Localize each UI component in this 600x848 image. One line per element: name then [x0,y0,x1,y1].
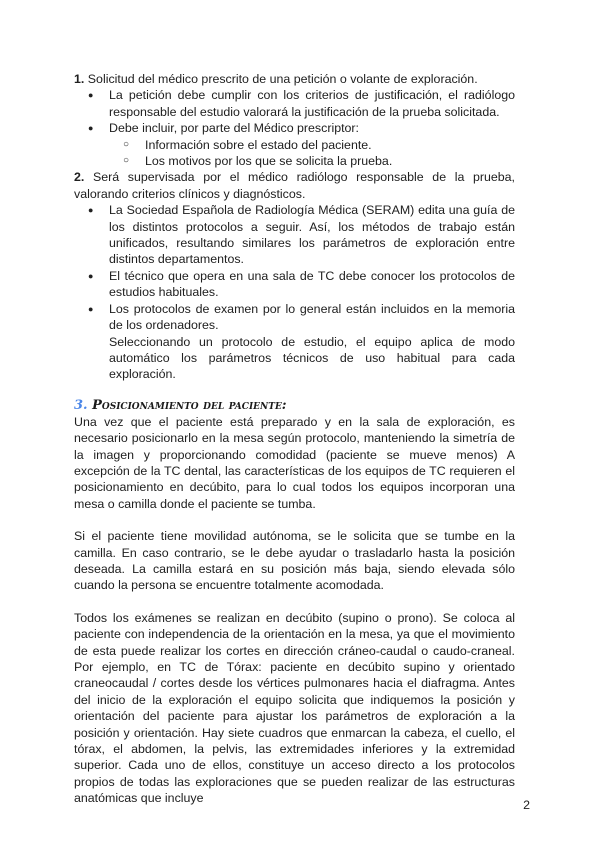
item-1-number: 1. [74,72,85,86]
list-item: ● La petición debe cumplir con los criterios de justificación, el radiólogo responsable del estudio valorará la justificación de la prueba solicitada. [109,87,515,120]
list-item: ● El técnico que opera en una sala de TC debe conocer los protocolos de estudios habituales. [109,268,515,301]
item-1 [74,71,515,87]
item-1-bullets [74,87,515,169]
paragraph-gap [74,594,515,610]
section-3-number: 3. [74,397,88,413]
paragraph: Todos los exámenes se realizan en decúbito (supino o prono). Se coloca al paciente con independencia de la orientación en la mesa, ya que el movimiento de esta puede realizar los cortes en dirección cráneo-caudal o caudo-craneal. Por ejemplo, en TC de Tórax: paciente en decúbito supino y orientado craneocaudal / cortes desde los vértices pulmonares hacia el diafragma. Antes del inicio de la exploración el equipo solicita que indiquemos la posición y orientación del paciente para ajustar los parámetros de exploración a la posición y orientación. Hay siete cuadros que enmarcan la cabeza, el cuello, el tórax, el abdomen, la pelvis, las extremidades inferiores y la extremidad superior. Cada uno de ellos, constituye un acceso directo a los protocolos propios de todas las exploraciones que se pueden realizar de las estructuras anatómicas que incluye [74,610,515,806]
section-3-title [74,397,515,414]
sub-list-item: ○ Información sobre el estado del paciente. [145,137,515,153]
document-page [74,71,515,807]
bullet-text: Debe incluir, por parte del Médico prescriptor: [109,121,359,136]
item-2-bullets [74,202,515,382]
item-1-text: Solicitud del médico prescrito de una petición o volante de exploración. [84,72,478,86]
item-1-sub-bullets [109,137,515,170]
item-2 [74,169,515,202]
section-3-title-text: Posicionamiento del paciente: [87,397,287,413]
paragraph: Si el paciente tiene movilidad autónoma, se le solicita que se tumbe en la camilla. En caso contrario, se le debe ayudar o trasladarlo hasta la posición deseada. La camilla estará en su posición más baja, siendo elevada sólo cuando la persona se encuentre totalmente acomodada. [74,529,515,593]
item-2-text: Será supervisada por el médico radiólogo responsable de la prueba, valorando criterios clínicos y diagnósticos. [74,170,515,201]
paragraph-gap [74,512,515,528]
item-2-number: 2. [74,170,85,185]
page-number: 2 [523,798,530,812]
sub-list-item: ○ Los motivos por los que se solicita la prueba. [145,153,515,169]
bullet-continuation: Seleccionando un protocolo de estudio, el equipo aplica de modo automático los parámetros técnicos de uso habitual para cada exploración. [109,334,515,382]
list-item: ● La Sociedad Española de Radiología Médica (SERAM) edita una guía de los distintos protocolos a seguir. Así, los métodos de trabajo están unificados, resultando similares los parámetros de exploración entre distintos departamentos. [109,202,515,268]
bullet-text: Los protocolos de examen por lo general están incluidos en la memoria de los ordenadores. [109,301,515,333]
list-item [109,301,515,383]
list-item [109,120,515,169]
paragraph: Una vez que el paciente está preparado y en la sala de exploración, es necesario posicionarlo en la mesa según protocolo, manteniendo la simetría de la imagen y proporcionando comodidad (paciente se mueve menos) A excepción de la TC dental, las características de los equipos de TC requieren el posicionamiento en decúbito, para lo cual todos los equipos incorporan una mesa o camilla donde el paciente se tumba. [74,414,515,511]
